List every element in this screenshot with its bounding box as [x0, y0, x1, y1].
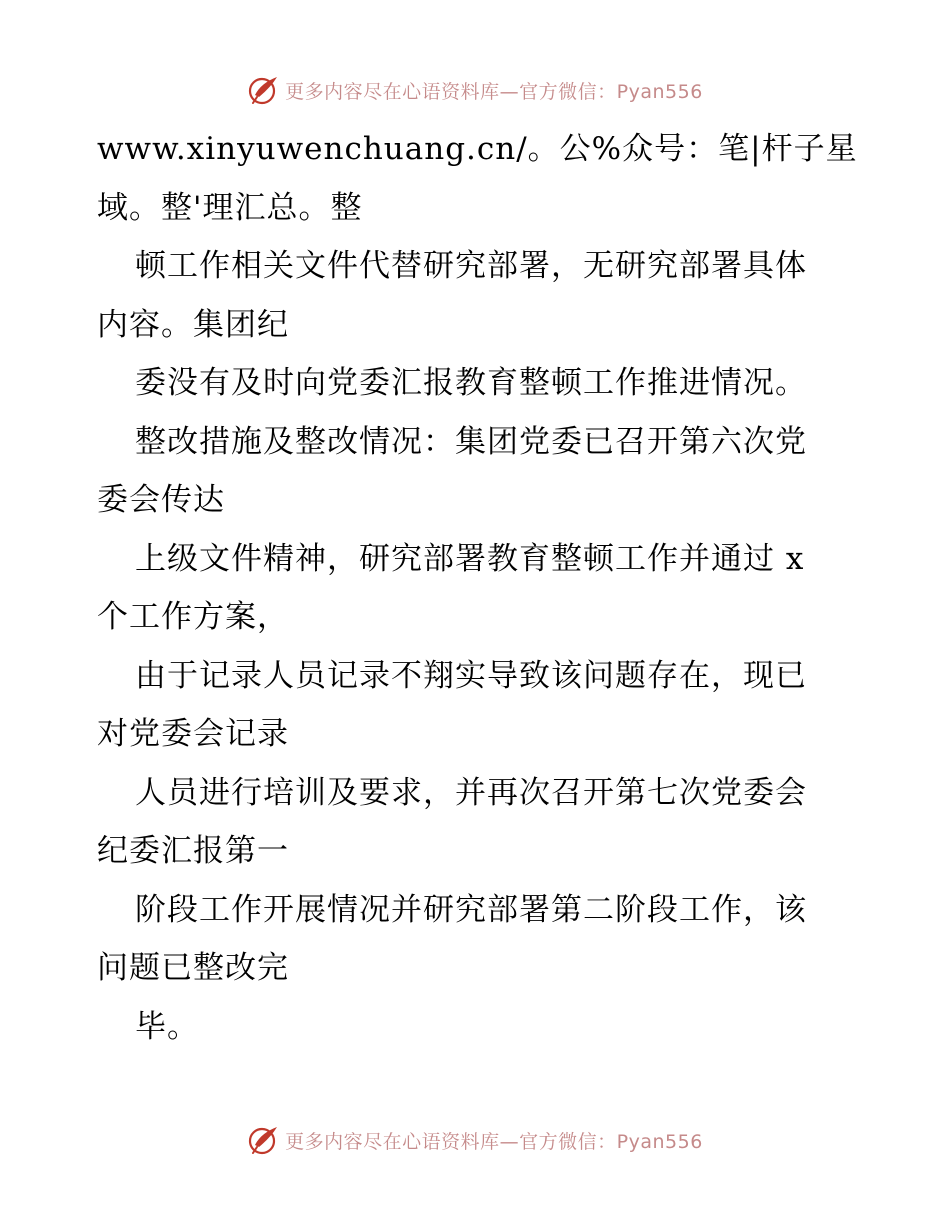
text-line: 上级文件精神，研究部署教育整顿工作并通过 x: [135, 540, 805, 577]
header-banner: [0, 72, 950, 108]
text-line: www.xinyuwenchuang.cn/。公%众号：笔|杆子星: [97, 131, 858, 167]
text-line: 整改措施及整改情况：集团党委已召开第六次党: [135, 423, 807, 460]
text-line: 问题已整改完: [97, 950, 289, 986]
text-line: 由于记录人员记录不翔实导致该问题存在，现已: [135, 657, 807, 694]
document-body: [97, 120, 857, 1056]
text-line: 对党委会记录: [97, 716, 289, 752]
footer-banner-text: 更多内容尽在心语资料库—官方微信：Pyan556: [285, 1130, 703, 1153]
text-line: 纪委汇报第一: [97, 833, 289, 869]
quill-logo-icon: [247, 73, 281, 107]
quill-logo-icon: [247, 1123, 281, 1157]
text-line: 毕。: [135, 1008, 199, 1045]
text-line: 委会传达: [97, 482, 225, 518]
text-line: 阶段工作开展情况并研究部署第二阶段工作，该: [135, 891, 807, 928]
text-line: 顿工作相关文件代替研究部署，无研究部署具体: [135, 248, 807, 284]
footer-banner: [0, 1122, 950, 1158]
text-line: 人员进行培训及要求，并再次召开第七次党委会: [135, 774, 807, 811]
text-line: 委没有及时向党委汇报教育整顿工作推进情况。: [135, 365, 807, 401]
text-line: 域。整'理汇总。整: [97, 189, 363, 226]
header-banner-text: 更多内容尽在心语资料库—官方微信：Pyan556: [285, 80, 703, 103]
text-line: 内容。集团纪: [97, 306, 289, 343]
text-line: 个工作方案，: [97, 599, 289, 635]
